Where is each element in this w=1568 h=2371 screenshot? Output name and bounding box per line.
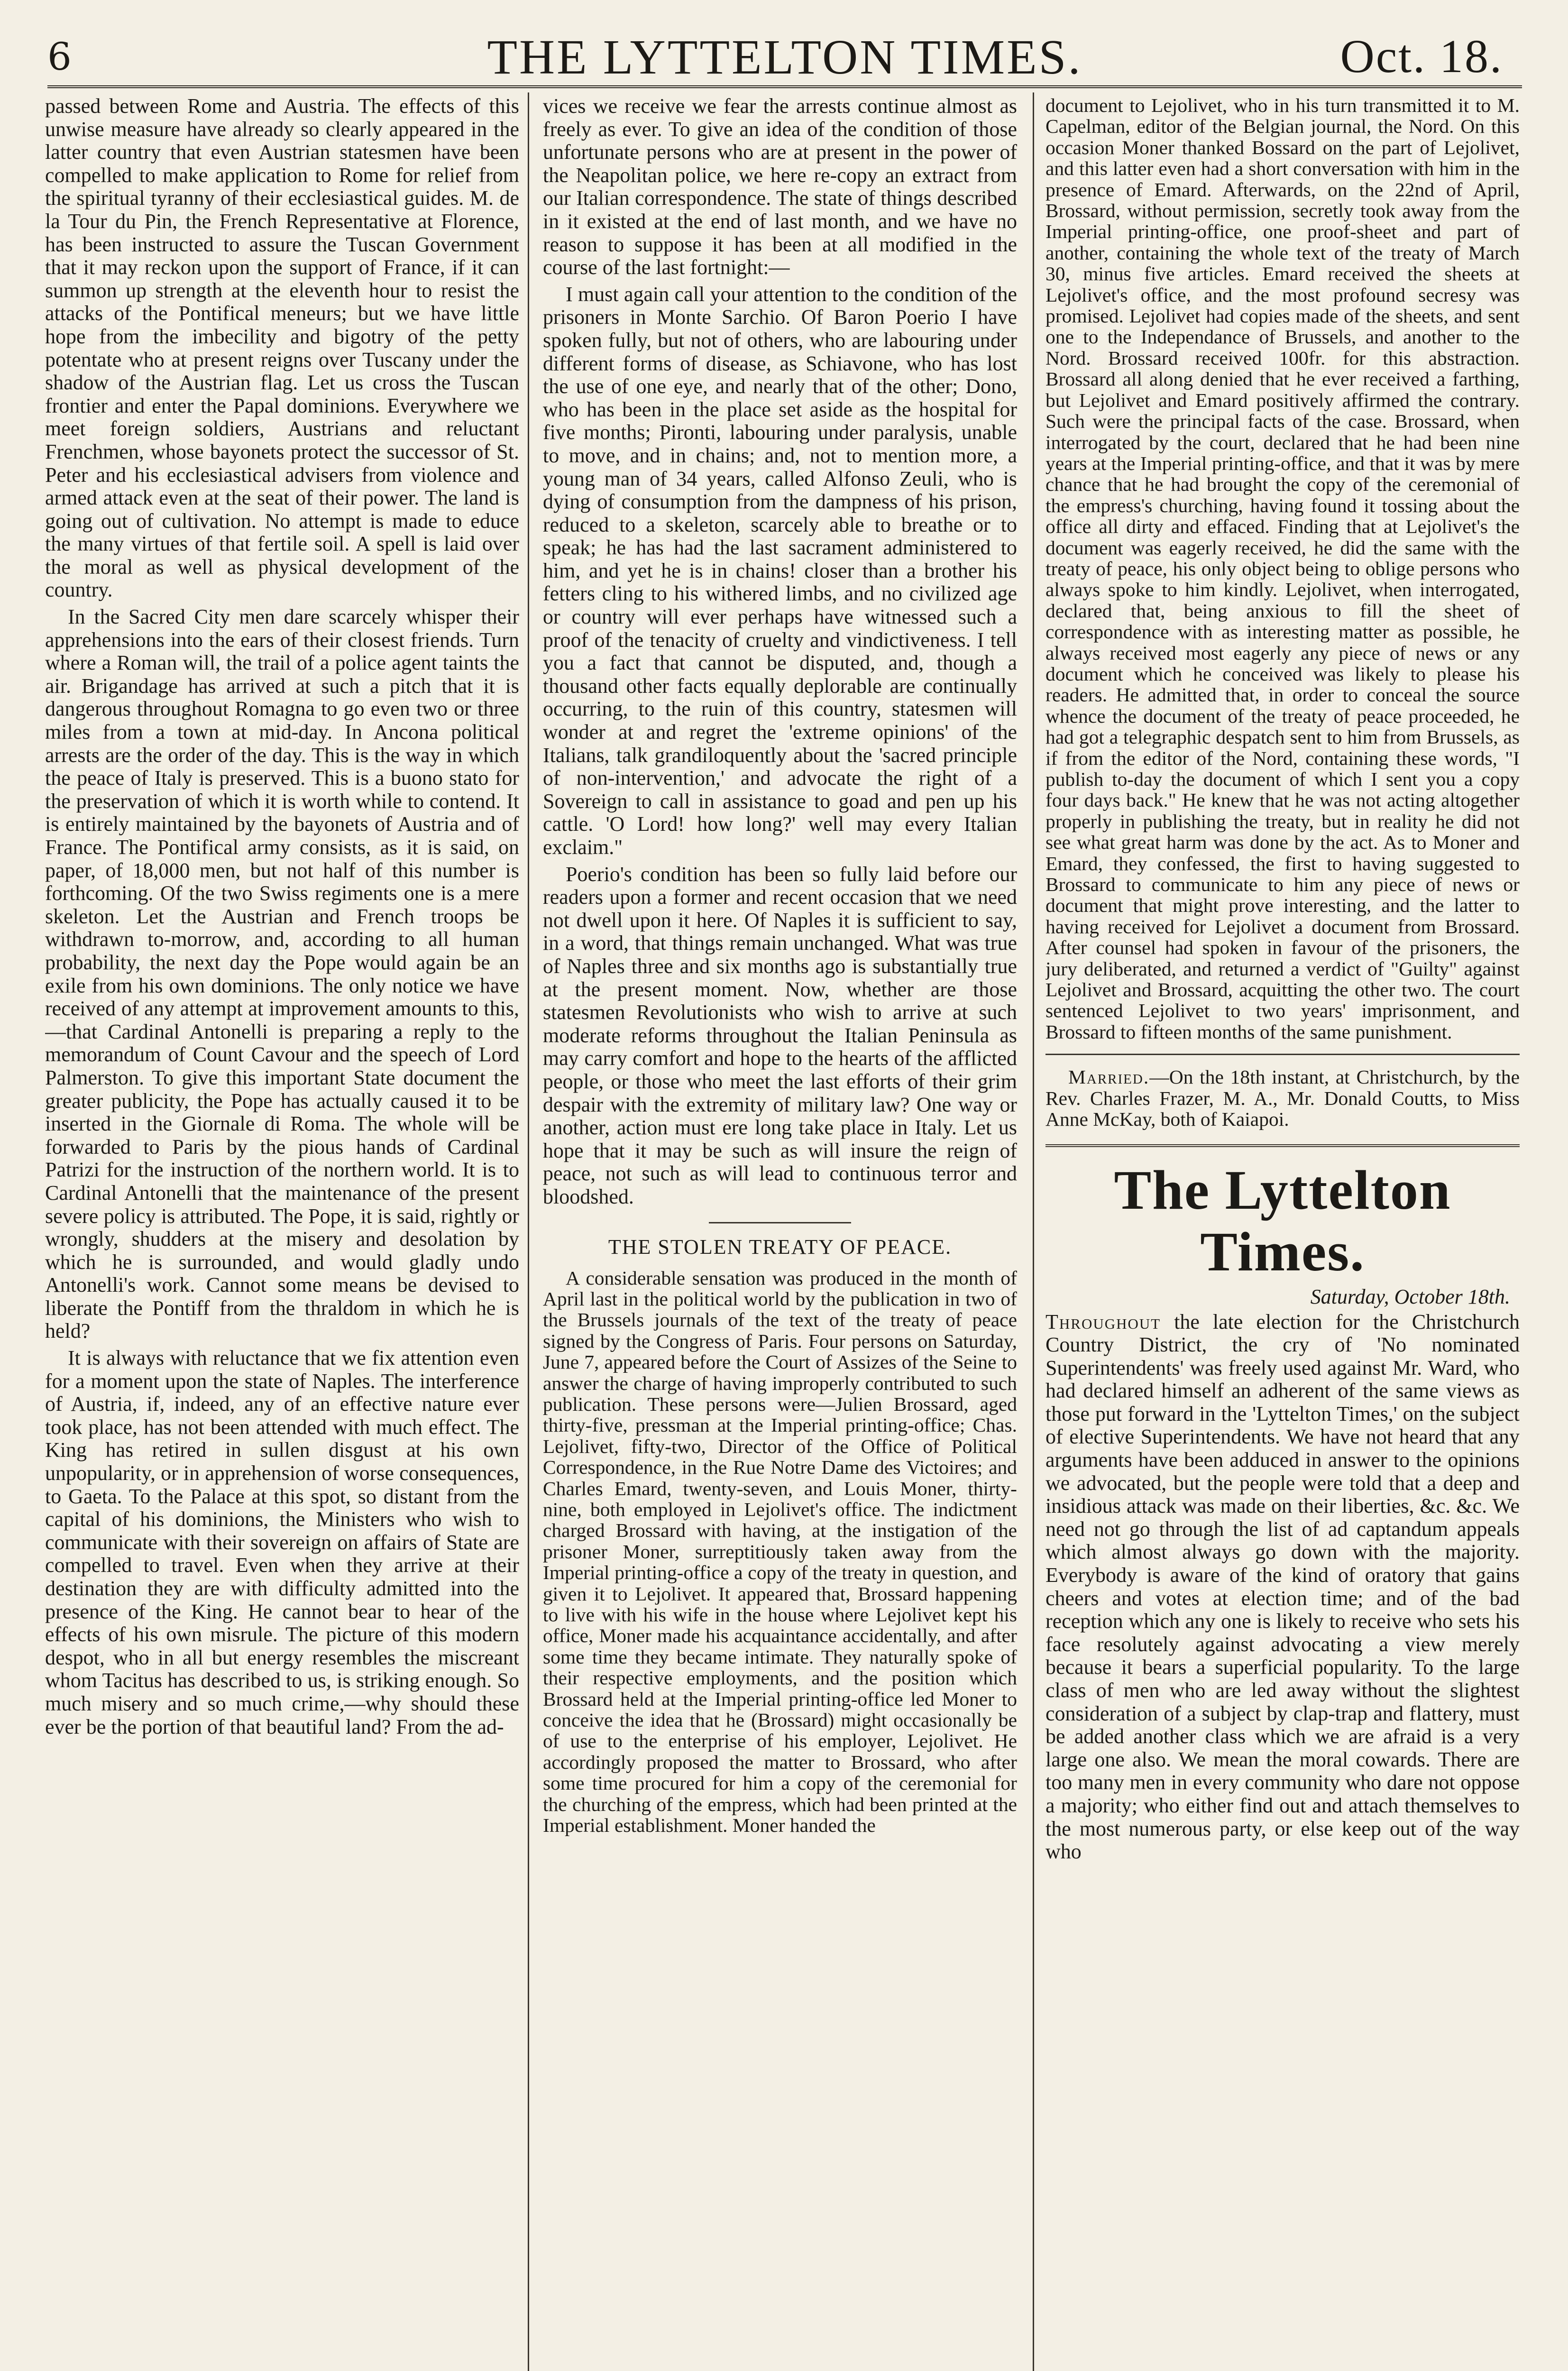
- column-3: [1045, 95, 1520, 2371]
- paragraph: In the Sacred City men dare scarcely whisper their apprehensions into the ears of their closest friends. Turn where a Roman will, the trail of a police agent taints the air. Brigandage has arrived at such a pitch that it is dangerous throughout Romagna to go even two or three miles from a town at mid-day. In Ancona political arrests are the order of the day. This is the way in which the peace of Italy is preserved. This is a buono stato for the preservation of which it is worth while to contend. It is entirely maintained by the bayonets of Austria and of France. The Pontifical army consists, as it is said, on paper, of 18,000 men, but not half of this number is forthcoming. Of the two Swiss regiments one is a mere skeleton. Let the Austrian and French troops be withdrawn to-morrow, and, according to all human probability, the next day the Pope would again be an exile from his own dominions. The only notice we have received of any attempt at improvement amounts to this,—that Cardinal Antonelli is preparing a reply to the memorandum of Count Cavour and the speech of Lord Palmerston. To give this important State document the greater publicity, the Pope has actually caused it to be inserted in the Giornale di Roma. The whole will be forwarded to Paris by the pious hands of Cardinal Patrizi for the instruction of the northern world. It is to Cardinal Antonelli that the maintenance of the present severe policy is attributed. The Pope, it is said, rightly or wrongly, shudders at the misery and desolation by which he is surrounded, and would gladly undo Antonelli's work. Cannot some means be devised to liberate the Pontiff from the thraldom in which he is held?: [45, 605, 519, 1343]
- issue-date: Oct. 18.: [1340, 30, 1503, 83]
- editorial-title: The Lyttelton Times.: [1114, 1158, 1451, 1283]
- paragraph: It is always with reluctance that we fix attention even for a moment upon the state of Naples. The interference of Austria, if, indeed, any of an effective nature ever took place, has not been attended with much effect. The King has retired in sullen disgust at his own unpopularity, or in apprehension of worse consequences, to Gaeta. To the Palace at this spot, so distant from the capital of his dominions, the Ministers who wish to communicate with their sovereign on affairs of State are compelled to travel. Even when they arrive at their destination they are with difficulty admitted into the presence of the King. He cannot bear to hear of the effects of his own misrule. The picture of this modern despot, who in all but energy resembles the miscreant whom Tacitus has described to us, is striking enough. So much misery and so much crime,—why should these ever be the portion of that beautiful land? From the ad-: [45, 1346, 519, 1738]
- column-1: [45, 95, 519, 2371]
- masthead: [47, 26, 1522, 83]
- editorial-body: [1045, 1311, 1520, 1864]
- paragraph: A considerable sensation was produced in the month of April last in the political world by the publication in two of the Brussels journals of the text of the treaty of peace signed by the Congress of Paris. Four persons on Saturday, June 7, appeared before the Court of Assizes of the Seine to answer the charge of having improperly contributed to such publication. These persons were—Julien Brossard, aged thirty-five, pressman at the Imperial printing-office; Chas. Lejolivet, fifty-two, Director of the Office of Political Correspondence, in the Rue Notre Dame des Victoires; and Charles Emard, twenty-seven, and Louis Moner, thirty-nine, both employed in Lejolivet's office. The indictment charged Brossard with having, at the instigation of the prisoner Moner, surreptitiously taken away from the Imperial printing-office a copy of the treaty in question, and given it to Lejolivet. It appeared that, Brossard happening to live with his wife in the house where Lejolivet kept his office, Moner made his acquaintance accidentally, and after some time they became intimate. They naturally spoke of their respective employments, and the position which Brossard held at the Imperial printing-office led Moner to conceive the idea that he (Brossard) might occasionally be of use to the enterprise of his employer, Lejolivet. He accordingly proposed the matter to Brossard, who after some time procured for him a copy of the ceremonial for the churching of the empress, which had been printed at the Imperial establishment. Moner handed the: [543, 1267, 1017, 1837]
- marriage-notice: [1045, 1066, 1520, 1130]
- quoted-extract: I must again call your attention to the condition of the prisoners in Monte Sarchio. Of Baron Poerio I have spoken fully, but not of others, who are labouring under different forms of disease, as Schiavone, who has lost the use of one eye, and nearly that of the other; Dono, who has been in the place set aside as the hospital for five months; Pironti, labouring under paralysis, unable to move, and in chains; and, not to mention more, a young man of 34 years, called Alfonso Zeuli, who is dying of consumption from the dampness of his prison, reduced to a skeleton, scarcely able to breathe or to speak; he has had the last sacrament administered to him, and yet he is in chains! closer than a brother his fetters cling to his withered limbs, and no civilized age or country will ever perhaps have witnessed such a proof of the tenacity of cruelty and vindictiveness. I tell you a fact that cannot be disputed, and, though a thousand other facts equally deplorable are continually occurring, to the ruin of this country, statesmen will wonder at and regret the 'extreme opinions' of the Italians, talk grandiloquently about the 'sacred principle of non-intervention,' and advocate the right of a Sovereign to call in assistance to goad and pen up his cattle. 'O Lord! how long?' well may every Italian exclaim.": [543, 282, 1017, 859]
- article-body: [543, 1268, 1017, 1836]
- column-rule: [1033, 92, 1034, 2371]
- divider: [1045, 1144, 1520, 1147]
- paragraph: [1045, 1311, 1520, 1864]
- masthead-rule: [47, 85, 1522, 88]
- paragraph: Poerio's condition has been so fully laid before our readers upon a former and recent occasion that we need not dwell upon it here. Of Naples it is sufficient to say, in a word, that things remain unchanged. What was true of Naples three and six months ago is substantially true at the present moment. Now, whether are those statesmen Revolutionists who wish to arrive at such moderate reforms throughout the Italian Peninsula as may carry comfort and hope to the hearts of the afflicted people, or those who meet the last efforts of their grim despair with the extremity of military law? One way or another, action must ere long take place in Italy. Let us hope that it may be such as will insure the reign of peace, not such as will lead to continuous terror and bloodshed.: [543, 862, 1017, 1208]
- section-divider: [709, 1222, 851, 1223]
- editorial-text: the late election for the Christchurch Country District, the cry of 'No nominated Superintendents' was freely used against Mr. Ward, who had declared himself an adherent of the same views as those put forward in the 'Lyttelton Times,' on the subject of elective Superintendents. We have not heard that any arguments have been adduced in answer to the opinions we advocated, but the people were told that a deep and insidious attack was made on their liberties, &c. &c. We need not go through the list of ad captandum appeals which almost always go down with the majority. Everybody is aware of the kind of oratory that gains cheers and votes at election time; and of the bad reception which any one is likely to receive who sets his face resolutely against advocating a view merely because it bears a superficial popularity. To the large class of men who are led away without the slightest consideration of a subject by clap-trap and flattery, must be added another class which we are afraid is a very large one also. We mean the moral cowards. There are too many men in every community who dare not oppose a majority; who either find out and attach themselves to the most numerous party, or else keep out of the way who: [1045, 1310, 1520, 1864]
- section-heading: THE STOLEN TREATY OF PEACE.: [608, 1235, 952, 1259]
- paragraph: passed between Rome and Austria. The effects of this unwise measure have already so clearly appeared in the latter country that even Austrian statesmen have been compelled to make application to Rome for relief from the spiritual tyranny of their ecclesiastical guides. M. de la Tour du Pin, the French Representative at Florence, has been instructed to assure the Tuscan Government that it may reckon upon the support of France, if it can summon up strength at the eleventh hour to resist the attacks of the Pontifical meneurs; but we have little hope from the imbecility and bigotry of the petty potentate who at present reigns over Tuscany under the shadow of the Austrian flag. Let us cross the Tuscan frontier and enter the Papal dominions. Everywhere we meet foreign soldiers, Austrians and reluctant Frenchmen, whose bayonets protect the successor of St. Peter and his ecclesiastical advisers from violence and armed attack even at the seat of their power. The land is going out of cultivation. No attempt is made to educe the many virtues of that fertile soil. A spell is laid over the moral as well as physical development of the country.: [45, 95, 519, 602]
- notice-label: Married.: [1068, 1066, 1150, 1088]
- paragraph: vices we receive we fear the arrests continue almost as freely as ever. To give an idea of the condition of those unfortunate persons who are at present in the power of the Neapolitan police, we here re-copy an extract from our Italian correspondence. The state of things described in it existed at the end of last month, and we have no reason to suppose it has been at all modified in the course of the last fortnight:—: [543, 95, 1017, 279]
- divider: [1045, 1054, 1520, 1055]
- lead-word: Throughout: [1045, 1310, 1161, 1333]
- notice-text: —On the 18th instant, at Christchurch, by the Rev. Charles Frazer, M. A., Mr. Donald Coutts, to Miss Anne McKay, both of Kaiapoi.: [1045, 1066, 1520, 1130]
- column-2: [543, 95, 1017, 2371]
- paper-title: THE LYTTELTON TIMES.: [487, 30, 1082, 84]
- page-number: 6: [47, 35, 72, 79]
- column-rule: [528, 92, 529, 2371]
- editorial-date: Saturday, October 18th.: [1310, 1285, 1510, 1308]
- paragraph: document to Lejolivet, who in his turn transmitted it to M. Capelman, editor of the Belgian journal, the Nord. On this occasion Moner thanked Bossard on the part of Lejolivet, and this latter even had a short conversation with him in the presence of Emard. Afterwards, on the 22nd of April, Brossard, without permission, secretly took away from the Imperial printing-office, one proof-sheet and part of another, containing the whole text of the treaty of March 30, minus five articles. Emard received the sheets at Lejolivet's office, and the most profound secresy was promised. Lejolivet had copies made of the sheets, and sent one to the Independance of Brussels, and another to the Nord. Brossard received 100fr. for this abstraction. Brossard all along denied that he ever received a farthing, but Lejolivet and Emard positively affirmed the contrary. Such were the principal facts of the case. Brossard, when interrogated by the court, declared that he had been nine years at the Imperial printing-office, and that it was by mere chance that he had brought the copy of the ceremonial of the empress's churching, having found it tossing about the office all dirty and effaced. Finding that at Lejolivet's the document was eagerly received, he did the same with the treaty of peace, his only object being to oblige persons who always spoke to him kindly. Lejolivet, when interrogated, declared that, being anxious to fill the sheet of correspondence with as interesting matter as possible, he always received most eagerly any piece of news or any document which he conceived was likely to please his readers. He admitted that, in order to conceal the source whence the document of the treaty of peace proceeded, he had got a telegraphic despatch sent to him from Brussels, as if from the editor of the Nord, containing these words, "I publish to-day the document of which I sent you a copy four days back." He knew that he was not acting altogether properly in publishing the treaty, but in reality he did not see what great harm was done by the act. As to Moner and Emard, they confessed, the first to having suggested to Brossard to communicate to him any piece of news or document that might prove interesting, and the latter to having received for Lejolivet a document from Brossard. After counsel had spoken in favour of the prisoners, the jury deliberated, and returned a verdict of "Guilty" against Lejolivet and Brossard, acquitting the other two. The court sentenced Lejolivet to two years' imprisonment, and Brossard to fifteen months of the same punishment.: [1045, 95, 1520, 1043]
